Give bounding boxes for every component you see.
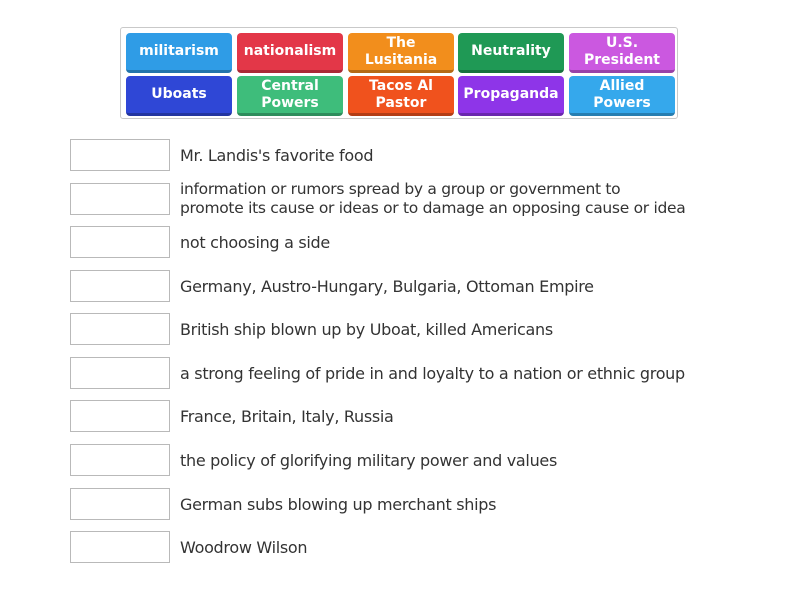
- answer-drop-box[interactable]: [70, 226, 170, 258]
- clue-text: information or rumors spread by a group or government to promote its cause or ideas or to damage an opposing cause or idea: [180, 180, 686, 217]
- answer-drop-box[interactable]: [70, 183, 170, 215]
- clue-text: Woodrow Wilson: [180, 537, 308, 557]
- tile-central-powers[interactable]: Central Powers: [237, 76, 343, 116]
- clue-text: British ship blown up by Uboat, killed Americans: [180, 319, 553, 339]
- answer-drop-box[interactable]: [70, 270, 170, 302]
- answer-drop-box[interactable]: [70, 400, 170, 432]
- answer-drop-box[interactable]: [70, 357, 170, 389]
- clue-text: Germany, Austro-Hungary, Bulgaria, Ottoman Empire: [180, 276, 594, 296]
- tile-neutrality[interactable]: Neutrality: [458, 33, 564, 73]
- clue-text: the policy of glorifying military power and values: [180, 450, 558, 470]
- clue-text: a strong feeling of pride in and loyalty to a nation or ethnic group: [180, 363, 685, 383]
- clue-text: not choosing a side: [180, 232, 330, 252]
- answer-drop-box[interactable]: [70, 313, 170, 345]
- tile-uboats[interactable]: Uboats: [126, 76, 232, 116]
- clue-text: France, Britain, Italy, Russia: [180, 406, 394, 426]
- tile-allied-powers[interactable]: Allied Powers: [569, 76, 675, 116]
- answer-drop-box[interactable]: [70, 531, 170, 563]
- answer-tile-bank: [120, 27, 678, 119]
- tile-militarism[interactable]: militarism: [126, 33, 232, 73]
- answer-drop-box[interactable]: [70, 488, 170, 520]
- answer-drop-box[interactable]: [70, 139, 170, 171]
- clue-text: German subs blowing up merchant ships: [180, 494, 497, 514]
- clue-text: Mr. Landis's favorite food: [180, 145, 374, 165]
- answer-drop-box[interactable]: [70, 444, 170, 476]
- tile-us-president[interactable]: U.S. President: [569, 33, 675, 73]
- tile-nationalism[interactable]: nationalism: [237, 33, 343, 73]
- tile-propaganda[interactable]: Propaganda: [458, 76, 564, 116]
- tile-tacos-al-pastor[interactable]: Tacos Al Pastor: [348, 76, 454, 116]
- tile-the-lusitania[interactable]: The Lusitania: [348, 33, 454, 73]
